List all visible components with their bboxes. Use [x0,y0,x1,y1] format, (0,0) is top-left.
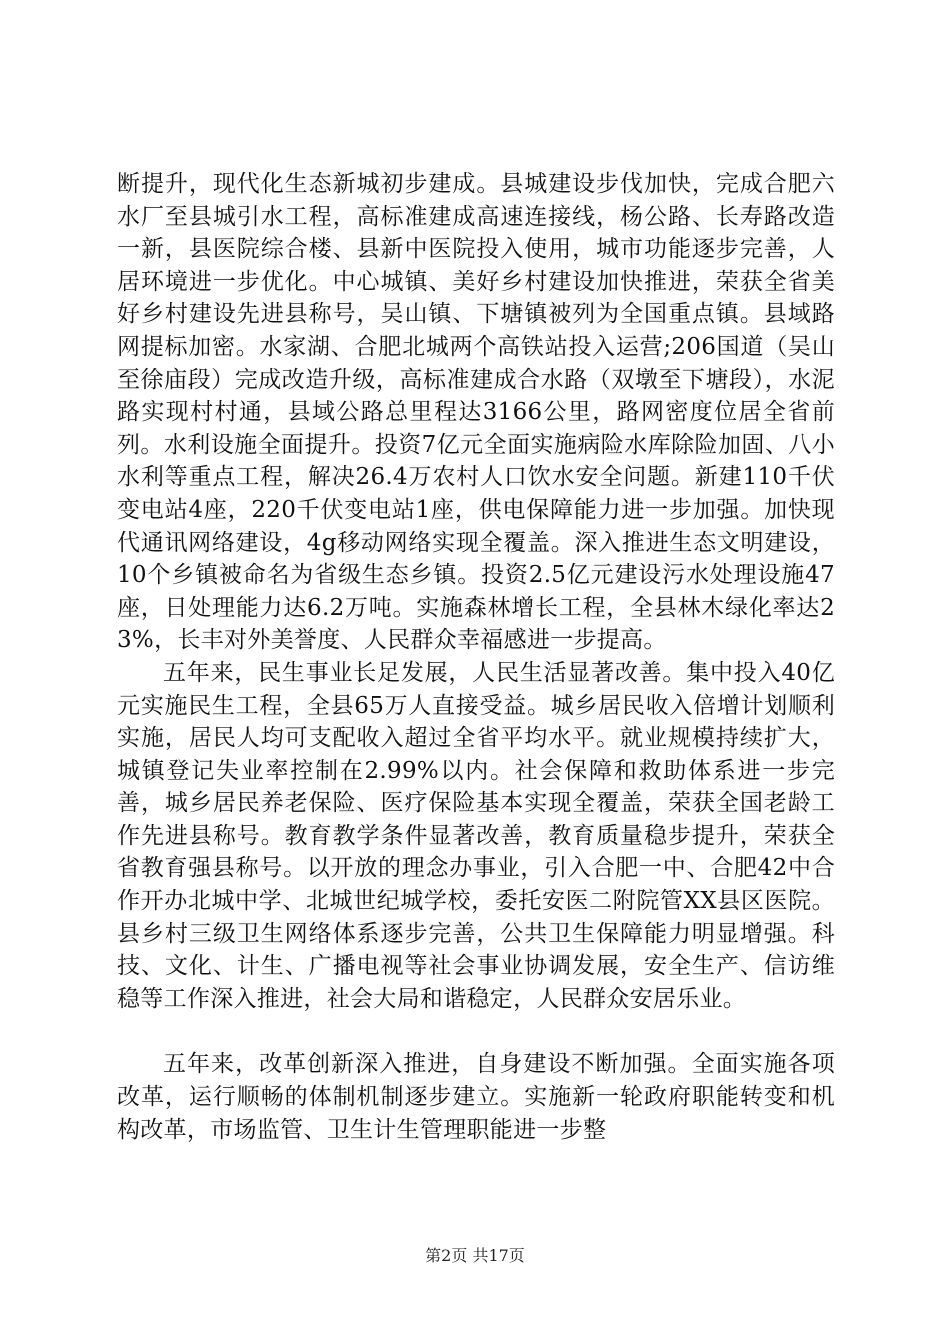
paragraph-continuation: 断提升，现代化生态新城初步建成。县城建设步伐加快，完成合肥六水厂至县城引水工程，高标准建成高速连接线，杨公路、长寿路改造一新，县医院综合楼、县新中医院投入使用，城市功能逐步完善，人居环境进一步优化。中心城镇、美好乡村建设加快推进，荣获全省美好乡村建设先进县称号，吴山镇、下塘镇被列为全国重点镇。县域路网提标加密。水家湖、合肥北城两个高铁站投入运营;206国道（吴山至徐庙段）完成改造升级，高标准建成合水路（双墩至下塘段），水泥路实现村村通，县域公路总里程达3166公里，路网密度位居全省前列。水利设施全面提升。投资7亿元全面实施病险水库除险加固、八小水利等重点工程，解决26.4万农村人口饮水安全问题。新建110千伏变电站4座，220千伏变电站1座，供电保障能力进一步加强。加快现代通讯网络建设，4g移动网络实现全覆盖。深入推进生态文明建设，10个乡镇被命名为省级生态乡镇。投资2.5亿元建设污水处理设施47座，日处理能力达6.2万吨。实施森林增长工程，全县林木绿化率达23%，长丰对外美誉度、人民群众幸福感进一步提高。 [117,171,835,654]
paragraph-livelihood: 五年来，民生事业长足发展，人民生活显著改善。集中投入40亿元实施民生工程，全县65万人直接受益。城乡居民收入倍增计划顺利实施，居民人均可支配收入超过全省平均水平。就业规模持续扩大，城镇登记失业率控制在2.99%以内。社会保障和救助体系进一步完善，城乡居民养老保险、医疗保险基本实现全覆盖，荣获全国老龄工作先进县称号。教育教学条件显著改善，教育质量稳步提升，荣获全省教育强县称号。以开放的理念办事业，引入合肥一中、合肥42中合作开办北城中学、北城世纪城学校，委托安医二附院管XX县区医院。县乡村三级卫生网络体系逐步完善，公共卫生保障能力明显增强。科技、文化、计生、广播电视等社会事业协调发展，安全生产、信访维稳等工作深入推进，社会大局和谐稳定，人民群众安居乐业。 [117,659,835,1012]
paragraph-reform: 五年来，改革创新深入推进，自身建设不断加强。全面实施各项改革，运行顺畅的体制机制逐步建立。实施新一轮政府职能转变和机构改革，市场监管、卫生计生管理职能进一步整 [117,1051,835,1143]
page-number-footer: 第2页 共17页 [425,1246,525,1265]
document-body [117,168,835,1146]
